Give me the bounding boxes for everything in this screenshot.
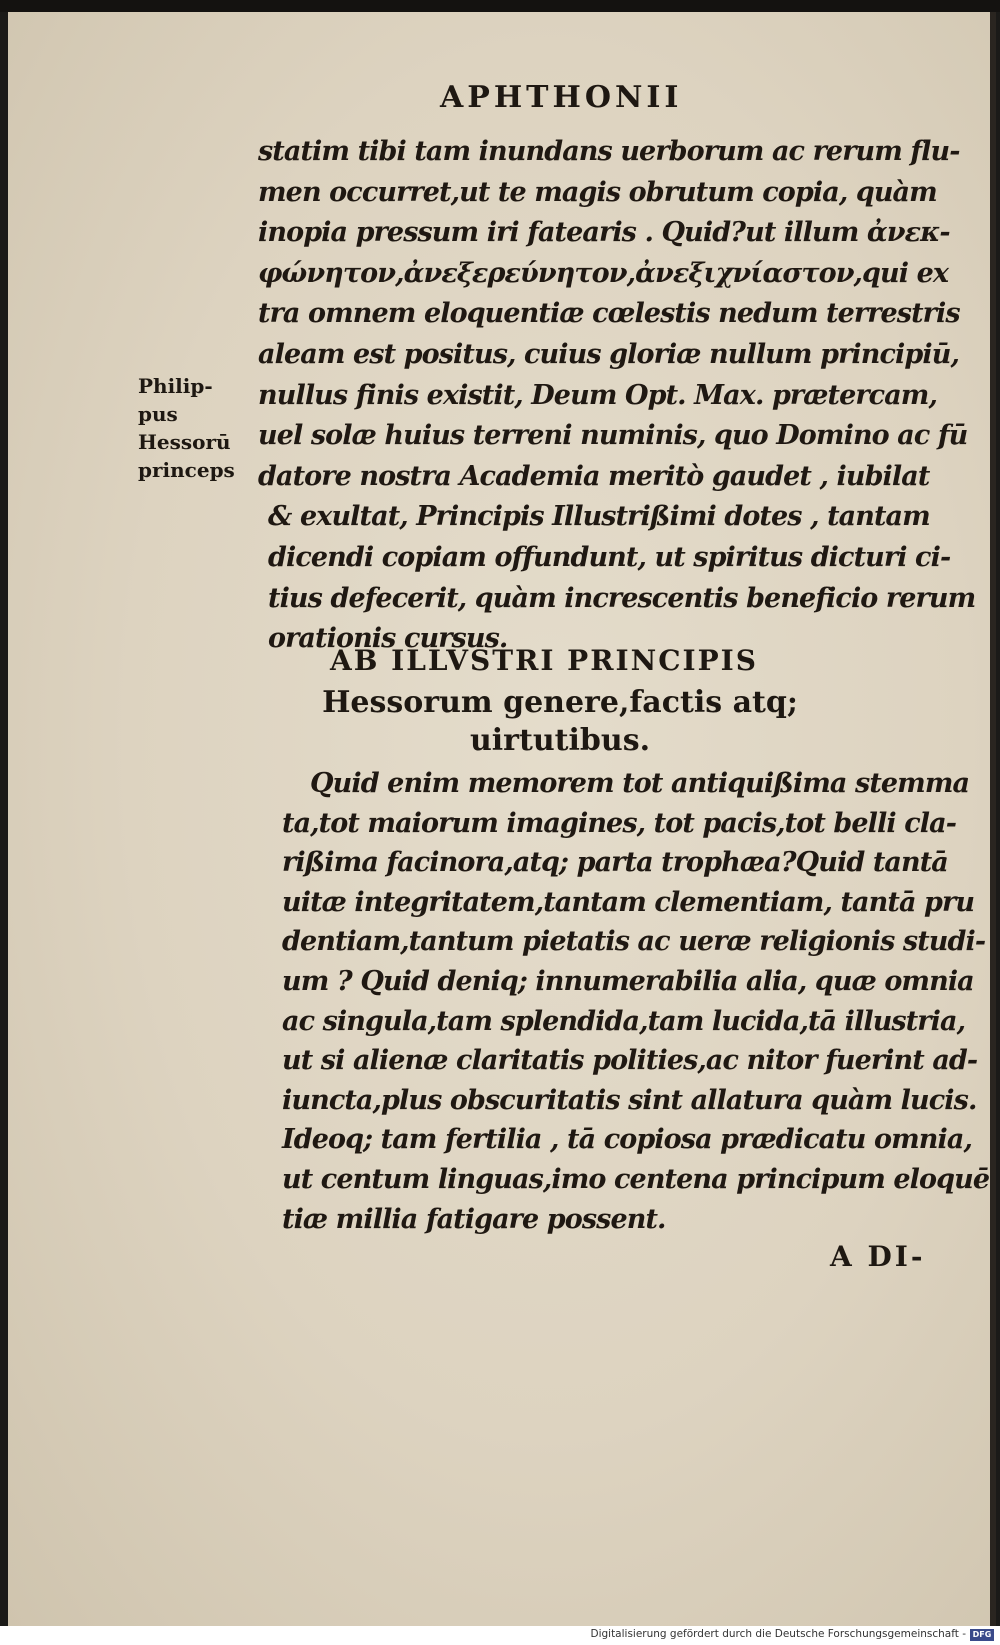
text-line: tius defecerit, quàm increscentis beneficio rerum [268, 582, 976, 614]
text-line: dicendi copiam offundunt, ut spiritus dicturi ci- [268, 541, 951, 573]
text-line: datore nostra Academia meritò gaudet , iubilat [258, 460, 930, 492]
text-line: men occurret,ut te magis obrutum copia, quàm [258, 176, 937, 208]
section-subheading [300, 684, 820, 760]
marginal-line: princeps [138, 458, 235, 482]
paragraph-1 [258, 132, 975, 660]
text-line: inopia pressum iri fatearis . Quid?ut illum ἀνεκ- [258, 217, 950, 249]
subheading-line: Hessorum genere,factis atq; [322, 685, 798, 720]
text-line: rißima facinora,atq; parta trophæa?Quid tantā [282, 847, 948, 879]
text-line: dentiam,tantum pietatis ac ueræ religionis studi- [282, 926, 986, 958]
marginal-line: Philip- [138, 374, 213, 398]
text-line: iuncta,plus obscuritatis sint allatura quàm lucis. [282, 1084, 977, 1116]
text-line: ta,tot maiorum imagines, tot pacis,tot belli cla- [282, 807, 957, 839]
text-line: um ? Quid deniq; innumerabilia alia, quæ omnia [282, 965, 974, 997]
dfg-logo: DFG [970, 1629, 994, 1641]
marginal-line: Hessorū [138, 430, 231, 454]
running-head: APHTHONII [440, 80, 683, 115]
section-heading: AB ILLVSTRI PRINCIPIS [330, 644, 758, 677]
text-line: ac singula,tam splendida,tam lucida,tā illustria, [282, 1005, 966, 1037]
marginal-note [138, 372, 235, 484]
text-line: Quid enim memorem tot antiquißima stemma [310, 768, 970, 799]
text-line: tiæ millia fatigare possent. [282, 1203, 666, 1235]
subheading-line: uirtutibus. [469, 723, 651, 758]
catchword: A DI- [830, 1240, 926, 1273]
text-line: φώνητον,ἀνεξερεύνητον,ἀνεξιχνίαστον,qui ex [258, 257, 949, 289]
text-line: aleam est positus, cuius gloriæ nullum principiū, [258, 338, 959, 370]
text-line: nullus finis existit, Deum Opt. Max. prætercam, [258, 379, 937, 411]
text-line: orationis cursus. [268, 623, 508, 655]
text-line: uel solæ huius terreni numinis, quo Domino ac fū [258, 420, 968, 452]
paragraph-2 [282, 764, 989, 1239]
text-line: ut centum linguas,imo centena principum eloquē [282, 1163, 990, 1195]
text-line: ut si alienæ claritatis polities,ac nitor fuerint ad- [282, 1045, 978, 1077]
footer-bar [0, 1626, 1000, 1645]
text-line: Ideoq; tam fertilia , tā copiosa prædicatu omnia, [282, 1124, 972, 1156]
marginal-line: pus [138, 402, 178, 426]
footer-credit: Digitalisierung gefördert durch die Deutsche Forschungsgemeinschaft - [590, 1628, 966, 1640]
text-line: tra omnem eloquentiæ cœlestis nedum terrestris [258, 298, 960, 330]
text-line: & exultat, Principis Illustrißimi dotes , tantam [268, 501, 930, 533]
text-line: statim tibi tam inundans uerborum ac rerum flu- [258, 136, 960, 167]
scan-top-edge [0, 0, 1000, 12]
text-line: uitæ integritatem,tantam clementiam, tantā pru [282, 886, 975, 918]
